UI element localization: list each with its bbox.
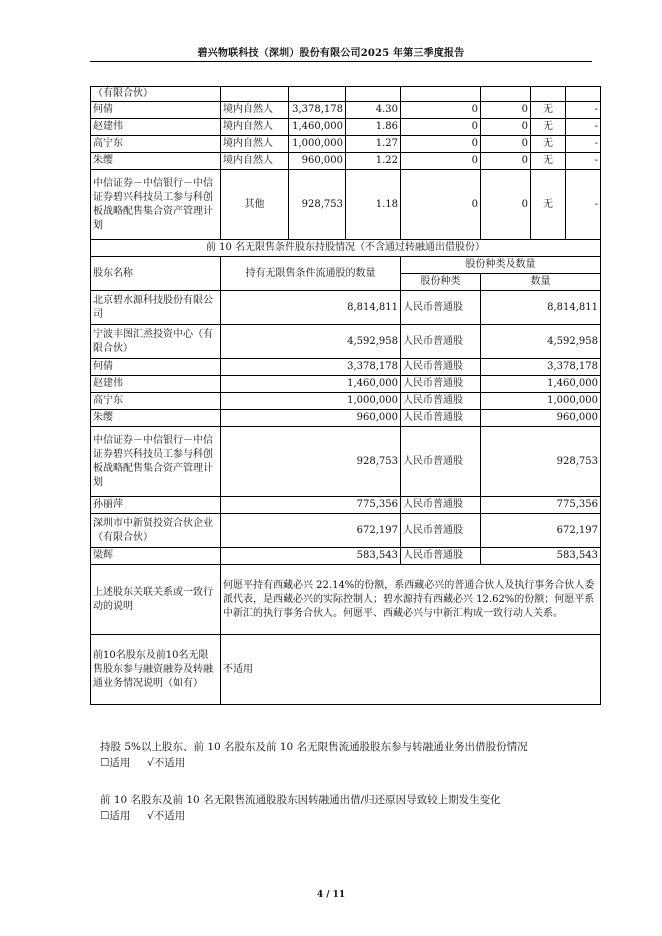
col-header-qty: 持有无限售条件流通股的数量 bbox=[221, 257, 401, 291]
holder-nature: 境内自然人 bbox=[221, 153, 289, 170]
holder-name: 何倩 bbox=[91, 359, 221, 376]
option-not-applicable: √不适用 bbox=[147, 757, 186, 769]
option-not-applicable: √不适用 bbox=[147, 810, 186, 822]
holder-ratio: 1.18 bbox=[346, 170, 401, 240]
share-amount: 4,592,958 bbox=[481, 325, 601, 359]
holder-restricted: 0 bbox=[401, 102, 481, 119]
holder-name: 赵建伟 bbox=[91, 119, 221, 136]
share-amount: 1,000,000 bbox=[481, 393, 601, 410]
holder-qty: 3,378,178 bbox=[221, 359, 401, 376]
holder-name: （有限合伙） bbox=[91, 87, 221, 102]
holder-shares: 1,000,000 bbox=[289, 136, 346, 153]
holder-shares: 3,378,178 bbox=[289, 102, 346, 119]
holder-nature: 境内自然人 bbox=[221, 119, 289, 136]
share-amount: 3,378,178 bbox=[481, 359, 601, 376]
holder-pledge-qty: - bbox=[566, 102, 601, 119]
share-type: 人民币普通股 bbox=[401, 514, 481, 548]
lending-note-text: 持股 5%以上股东、前 10 名股东及前 10 名无限售流通股股东参与转融通业务出借股份情况 bbox=[100, 741, 528, 753]
option-applicable: ☐适用 bbox=[100, 757, 131, 769]
lending-note-options bbox=[100, 755, 528, 771]
holder-name: 深圳市中新贤投资合伙企业（有限合伙） bbox=[91, 514, 221, 548]
table-row bbox=[91, 136, 601, 153]
holder-lent: 0 bbox=[481, 170, 531, 240]
holder-name: 北京碧水源科技股份有限公司 bbox=[91, 291, 221, 325]
holder-pledge: 无 bbox=[531, 119, 566, 136]
holder-restricted: 0 bbox=[401, 170, 481, 240]
change-note-options bbox=[100, 808, 501, 824]
share-amount: 928,753 bbox=[481, 427, 601, 497]
share-type: 人民币普通股 bbox=[401, 410, 481, 427]
holder-ratio: 1.86 bbox=[346, 119, 401, 136]
holder-pledge-qty: - bbox=[566, 153, 601, 170]
holder-lent: 0 bbox=[481, 102, 531, 119]
change-note bbox=[100, 792, 501, 824]
holder-pledge: 无 bbox=[531, 153, 566, 170]
share-amount: 8,814,811 bbox=[481, 291, 601, 325]
table-row bbox=[91, 170, 601, 240]
holder-nature: 其他 bbox=[221, 170, 289, 240]
holder-nature: 境内自然人 bbox=[221, 136, 289, 153]
header-divider bbox=[90, 61, 592, 62]
holder-shares: 1,460,000 bbox=[289, 119, 346, 136]
holder-shares: 928,753 bbox=[289, 170, 346, 240]
holder-name: 朱缨 bbox=[91, 153, 221, 170]
holder-ratio: 4.30 bbox=[346, 102, 401, 119]
table-row bbox=[91, 376, 601, 393]
holder-qty: 775,356 bbox=[221, 497, 401, 514]
col-header-type-group: 股份种类及数量 bbox=[401, 257, 601, 274]
holder-name: 孙丽萍 bbox=[91, 497, 221, 514]
table-row bbox=[91, 102, 601, 119]
holder-ratio: 1.22 bbox=[346, 153, 401, 170]
table-row bbox=[91, 119, 601, 136]
share-type: 人民币普通股 bbox=[401, 376, 481, 393]
holder-name: 赵建伟 bbox=[91, 376, 221, 393]
table-row bbox=[91, 359, 601, 376]
margin-label: 前10名股东及前10名无限售股东参与融资融券及转融通业务情况说明（如有） bbox=[91, 635, 221, 705]
option-applicable: ☐适用 bbox=[100, 810, 131, 822]
change-note-text: 前 10 名股东及前 10 名无限售流通股股东因转融通出借/归还原因导致较上期发生变化 bbox=[100, 794, 501, 806]
col-header-name: 股东名称 bbox=[91, 257, 221, 291]
relation-text: 何愿平持有西藏必兴 22.14%的份额，系西藏必兴的普通合伙人及执行事务合伙人委派代表，是西藏必兴的实际控制人；碧水源持有西藏必兴 12.62%的份额；何愿平系中新汇的执行事务合伙人。何愿平、西藏必兴与中新汇构成一致行动人关系。 bbox=[221, 565, 601, 635]
holder-restricted: 0 bbox=[401, 153, 481, 170]
holder-shares: 960,000 bbox=[289, 153, 346, 170]
holder-name: 何倩 bbox=[91, 102, 221, 119]
relation-label: 上述股东关联关系或一致行动的说明 bbox=[91, 565, 221, 635]
holder-lent: 0 bbox=[481, 119, 531, 136]
holder-lent: 0 bbox=[481, 153, 531, 170]
holder-pledge: 无 bbox=[531, 170, 566, 240]
share-amount: 672,197 bbox=[481, 514, 601, 548]
holder-pledge-qty: - bbox=[566, 170, 601, 240]
holder-pledge: 无 bbox=[531, 102, 566, 119]
table-row bbox=[91, 87, 601, 102]
share-type: 人民币普通股 bbox=[401, 291, 481, 325]
shareholder-table bbox=[90, 86, 601, 705]
share-amount: 1,460,000 bbox=[481, 376, 601, 393]
holder-pledge-qty: - bbox=[566, 136, 601, 153]
share-amount: 775,356 bbox=[481, 497, 601, 514]
col-header-amount: 数量 bbox=[481, 274, 601, 291]
share-type: 人民币普通股 bbox=[401, 325, 481, 359]
share-amount: 583,543 bbox=[481, 548, 601, 565]
table-row bbox=[91, 410, 601, 427]
report-header: 碧兴物联科技（深圳）股份有限公司2025 年第三季度报告 bbox=[197, 48, 465, 59]
margin-text: 不适用 bbox=[221, 635, 601, 705]
share-type: 人民币普通股 bbox=[401, 497, 481, 514]
col-header-type: 股份种类 bbox=[401, 274, 481, 291]
share-type: 人民币普通股 bbox=[401, 359, 481, 376]
table-row bbox=[91, 291, 601, 325]
holder-qty: 1,460,000 bbox=[221, 376, 401, 393]
table-row bbox=[91, 153, 601, 170]
holder-ratio: 1.27 bbox=[346, 136, 401, 153]
holder-name: 中信证券－中信银行－中信证券碧兴科技员工参与科创板战略配售集合资产管理计划 bbox=[91, 170, 221, 240]
holder-restricted: 0 bbox=[401, 136, 481, 153]
holder-name: 朱缨 bbox=[91, 410, 221, 427]
table-row bbox=[91, 548, 601, 565]
share-amount: 960,000 bbox=[481, 410, 601, 427]
holder-qty: 960,000 bbox=[221, 410, 401, 427]
holder-qty: 1,000,000 bbox=[221, 393, 401, 410]
share-type: 人民币普通股 bbox=[401, 393, 481, 410]
page-number: 4 / 11 bbox=[316, 890, 346, 900]
section-title: 前 10 名无限售条件股东持股情况（不含通过转融通出借股份） bbox=[91, 240, 601, 257]
table-row bbox=[91, 427, 601, 497]
holder-qty: 583,543 bbox=[221, 548, 401, 565]
share-type: 人民币普通股 bbox=[401, 548, 481, 565]
holder-name: 宁波丰图汇烝投资中心（有限合伙） bbox=[91, 325, 221, 359]
holder-name: 高宁东 bbox=[91, 136, 221, 153]
holder-name: 高宁东 bbox=[91, 393, 221, 410]
lending-note bbox=[100, 739, 528, 771]
holder-lent: 0 bbox=[481, 136, 531, 153]
holder-name: 中信证券－中信银行－中信证券碧兴科技员工参与科创板战略配售集合资产管理计划 bbox=[91, 427, 221, 497]
share-type: 人民币普通股 bbox=[401, 427, 481, 497]
holder-qty: 4,592,958 bbox=[221, 325, 401, 359]
holder-restricted: 0 bbox=[401, 119, 481, 136]
holder-pledge: 无 bbox=[531, 136, 566, 153]
holder-qty: 8,814,811 bbox=[221, 291, 401, 325]
table-row bbox=[91, 393, 601, 410]
table-row bbox=[91, 497, 601, 514]
table-row bbox=[91, 514, 601, 548]
holder-name: 梁辉 bbox=[91, 548, 221, 565]
holder-pledge-qty: - bbox=[566, 119, 601, 136]
holder-qty: 672,197 bbox=[221, 514, 401, 548]
holder-nature: 境内自然人 bbox=[221, 102, 289, 119]
table-row bbox=[91, 325, 601, 359]
holder-qty: 928,753 bbox=[221, 427, 401, 497]
